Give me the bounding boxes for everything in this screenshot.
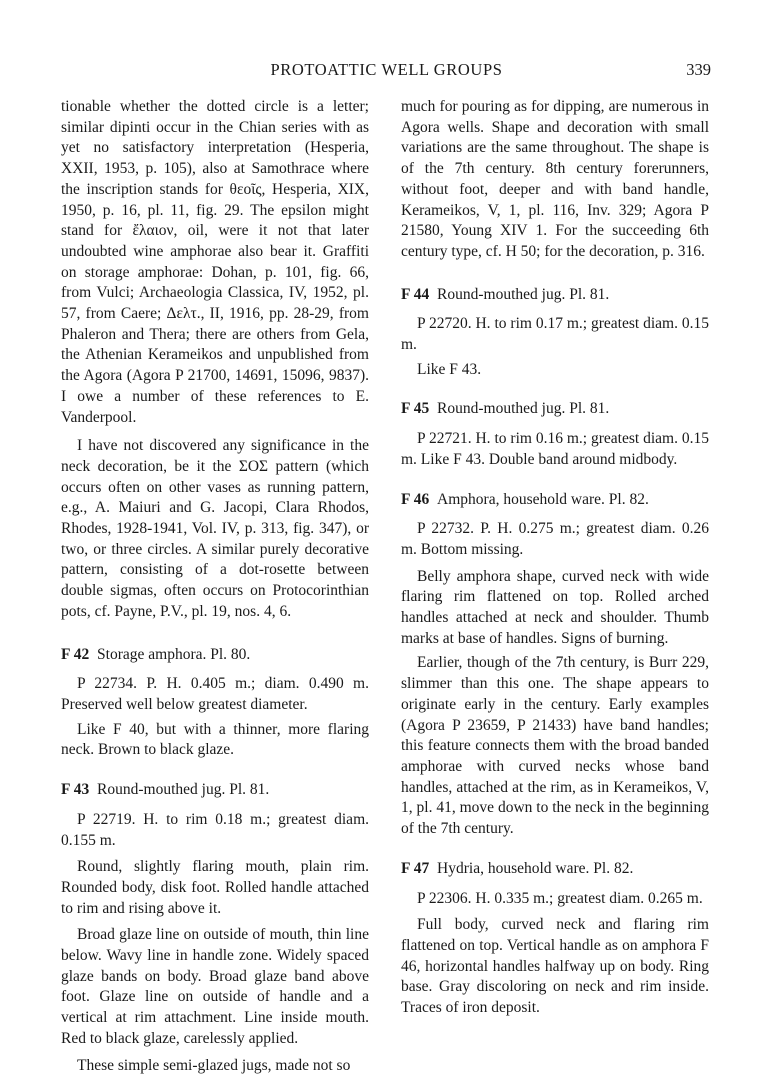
catalog-entry-heading	[401, 399, 709, 420]
paragraph: Round, slightly flaring mouth, plain rim. Rounded body, disk foot. Rolled handle attached to rim and rising above it.	[61, 858, 369, 917]
paragraph: tionable whether the dotted circle is a letter; similar dipinti occur in the Chian series with as yet no satisfactory interpretation (Hesperia, XXII, 1953, p. 105), also at Samothrace where the inscription stands for θεοῖς, Hesperia, XIX, 1950, p. 16, pl. 11, fig. 29. The epsilon might stand for ἔλαιον, oil, were it not that later undoubted wine amphorae also bear it. Graffiti on storage amphorae: Dohan, p. 101, fig. 66, from Vulci; Archaeologia Classica, IV, 1952, pl. 57, from Caere; Δελτ., II, 1916, pp. 28-29, from Phaleron and Thera; there are others from Gela, the Athenian Kerameikos and unpublished from the Agora (Agora P 21700, 14691, 15096, 9837). I owe a number of these references to E. Vanderpool.	[61, 98, 369, 426]
paragraph: P 22306. H. 0.335 m.; greatest diam. 0.265 m.	[417, 889, 703, 907]
catalog-title: Round-mouthed jug. Pl. 81.	[97, 781, 270, 799]
paragraph: Earlier, though of the 7th century, is Burr 229, slimmer than this one. The shape appears to originate early in the century. Early examples (Agora P 23659, P 21433) have band handles; this feature connects them with the broad banded amphorae with curved necks whose band handles, attached at the rim, as in Kerameikos, V, 1, pl. 41, move down to the neck in the beginning of the 7th century.	[401, 654, 709, 838]
paragraph: P 22720. H. to rim 0.17 m.; greatest diam. 0.15 m.	[401, 315, 709, 354]
right-column	[401, 97, 709, 1019]
paragraph: I have not discovered any significance in the neck decoration, be it the ΣΟΣ pattern (which occurs often on other vases as running pattern, e.g., A. Maiuri and G. Jacopi, Clara Rhodos, Rhodes, 1928-1941, Vol. IV, p. 313, fig. 347), or two, or three circles. A similar purely decorative pattern, consisting of a dot-rosette between double sigmas, often occurs on Protocorinthian pots, cf. Payne, P.V., pl. 19, nos. 4, 6.	[61, 437, 369, 620]
catalog-title: Hydria, household ware. Pl. 82.	[437, 859, 634, 877]
left-column	[61, 97, 369, 1076]
paragraph: Like F 43.	[417, 360, 482, 378]
catalog-number: F 45	[401, 400, 430, 418]
paragraph: P 22719. H. to rim 0.18 m.; greatest diam. 0.155 m.	[61, 810, 369, 849]
paragraph: These simple semi-glazed jugs, made not so	[77, 1056, 351, 1074]
paragraph: P 22734. P. H. 0.405 m.; diam. 0.490 m. Preserved well below greatest diameter.	[61, 675, 369, 713]
catalog-entry-heading	[401, 859, 709, 880]
catalog-number: F 46	[401, 490, 430, 508]
catalog-number: F 43	[61, 781, 90, 799]
catalog-number: F 47	[401, 859, 430, 877]
paragraph: Like F 40, but with a thinner, more flaring neck. Brown to black glaze.	[61, 720, 369, 759]
catalog-title: Amphora, household ware. Pl. 82.	[437, 490, 649, 508]
catalog-number: F 44	[401, 285, 430, 303]
catalog-title: Round-mouthed jug. Pl. 81.	[437, 285, 610, 303]
catalog-entry-heading	[61, 780, 369, 801]
paragraph: P 22721. H. to rim 0.16 m.; greatest diam. 0.15 m. Like F 43. Double band around midbody.	[401, 430, 709, 468]
running-header: PROTOATTIC WELL GROUPS	[270, 60, 503, 79]
catalog-entry-heading	[401, 285, 709, 306]
catalog-title: Storage amphora. Pl. 80.	[97, 645, 251, 663]
paragraph: P 22732. P. H. 0.275 m.; greatest diam. 0.26 m. Bottom missing.	[401, 520, 709, 558]
catalog-number: F 42	[61, 645, 90, 663]
catalog-entry-heading	[61, 645, 369, 666]
paragraph: Belly amphora shape, curved neck with wide flaring rim flattened on top. Rolled arched handles attached at neck and shoulder. Thumb marks at base of handles. Signs of burning.	[401, 567, 709, 647]
paragraph: Broad glaze line on outside of mouth, thin line below. Wavy line in handle zone. Widely spaced glaze bands on body. Broad glaze band above foot. Glaze line on outside of handle and a vertical at rim attachment. Line inside mouth. Red to black glaze, carelessly applied.	[61, 926, 369, 1047]
page-number: 339	[686, 60, 711, 79]
catalog-title: Round-mouthed jug. Pl. 81.	[437, 400, 610, 418]
paragraph: Full body, curved neck and flaring rim flattened on top. Vertical handle as on amphora F 46, horizontal handles halfway up on body. Ring base. Gray discoloring on neck and rim inside. Traces of iron deposit.	[401, 916, 709, 1017]
catalog-entry-heading	[401, 490, 709, 511]
paragraph: much for pouring as for dipping, are numerous in Agora wells. Shape and decoration with small variations are the same throughout. The shape is of the 7th century. 8th century forerunners, without foot, deeper and with band handle, Kerameikos, V, 1, pl. 116, Inv. 329; Agora P 21580, Young XIV 1. For the succeeding 6th century type, cf. H 50; for the decoration, p. 316.	[401, 98, 709, 260]
